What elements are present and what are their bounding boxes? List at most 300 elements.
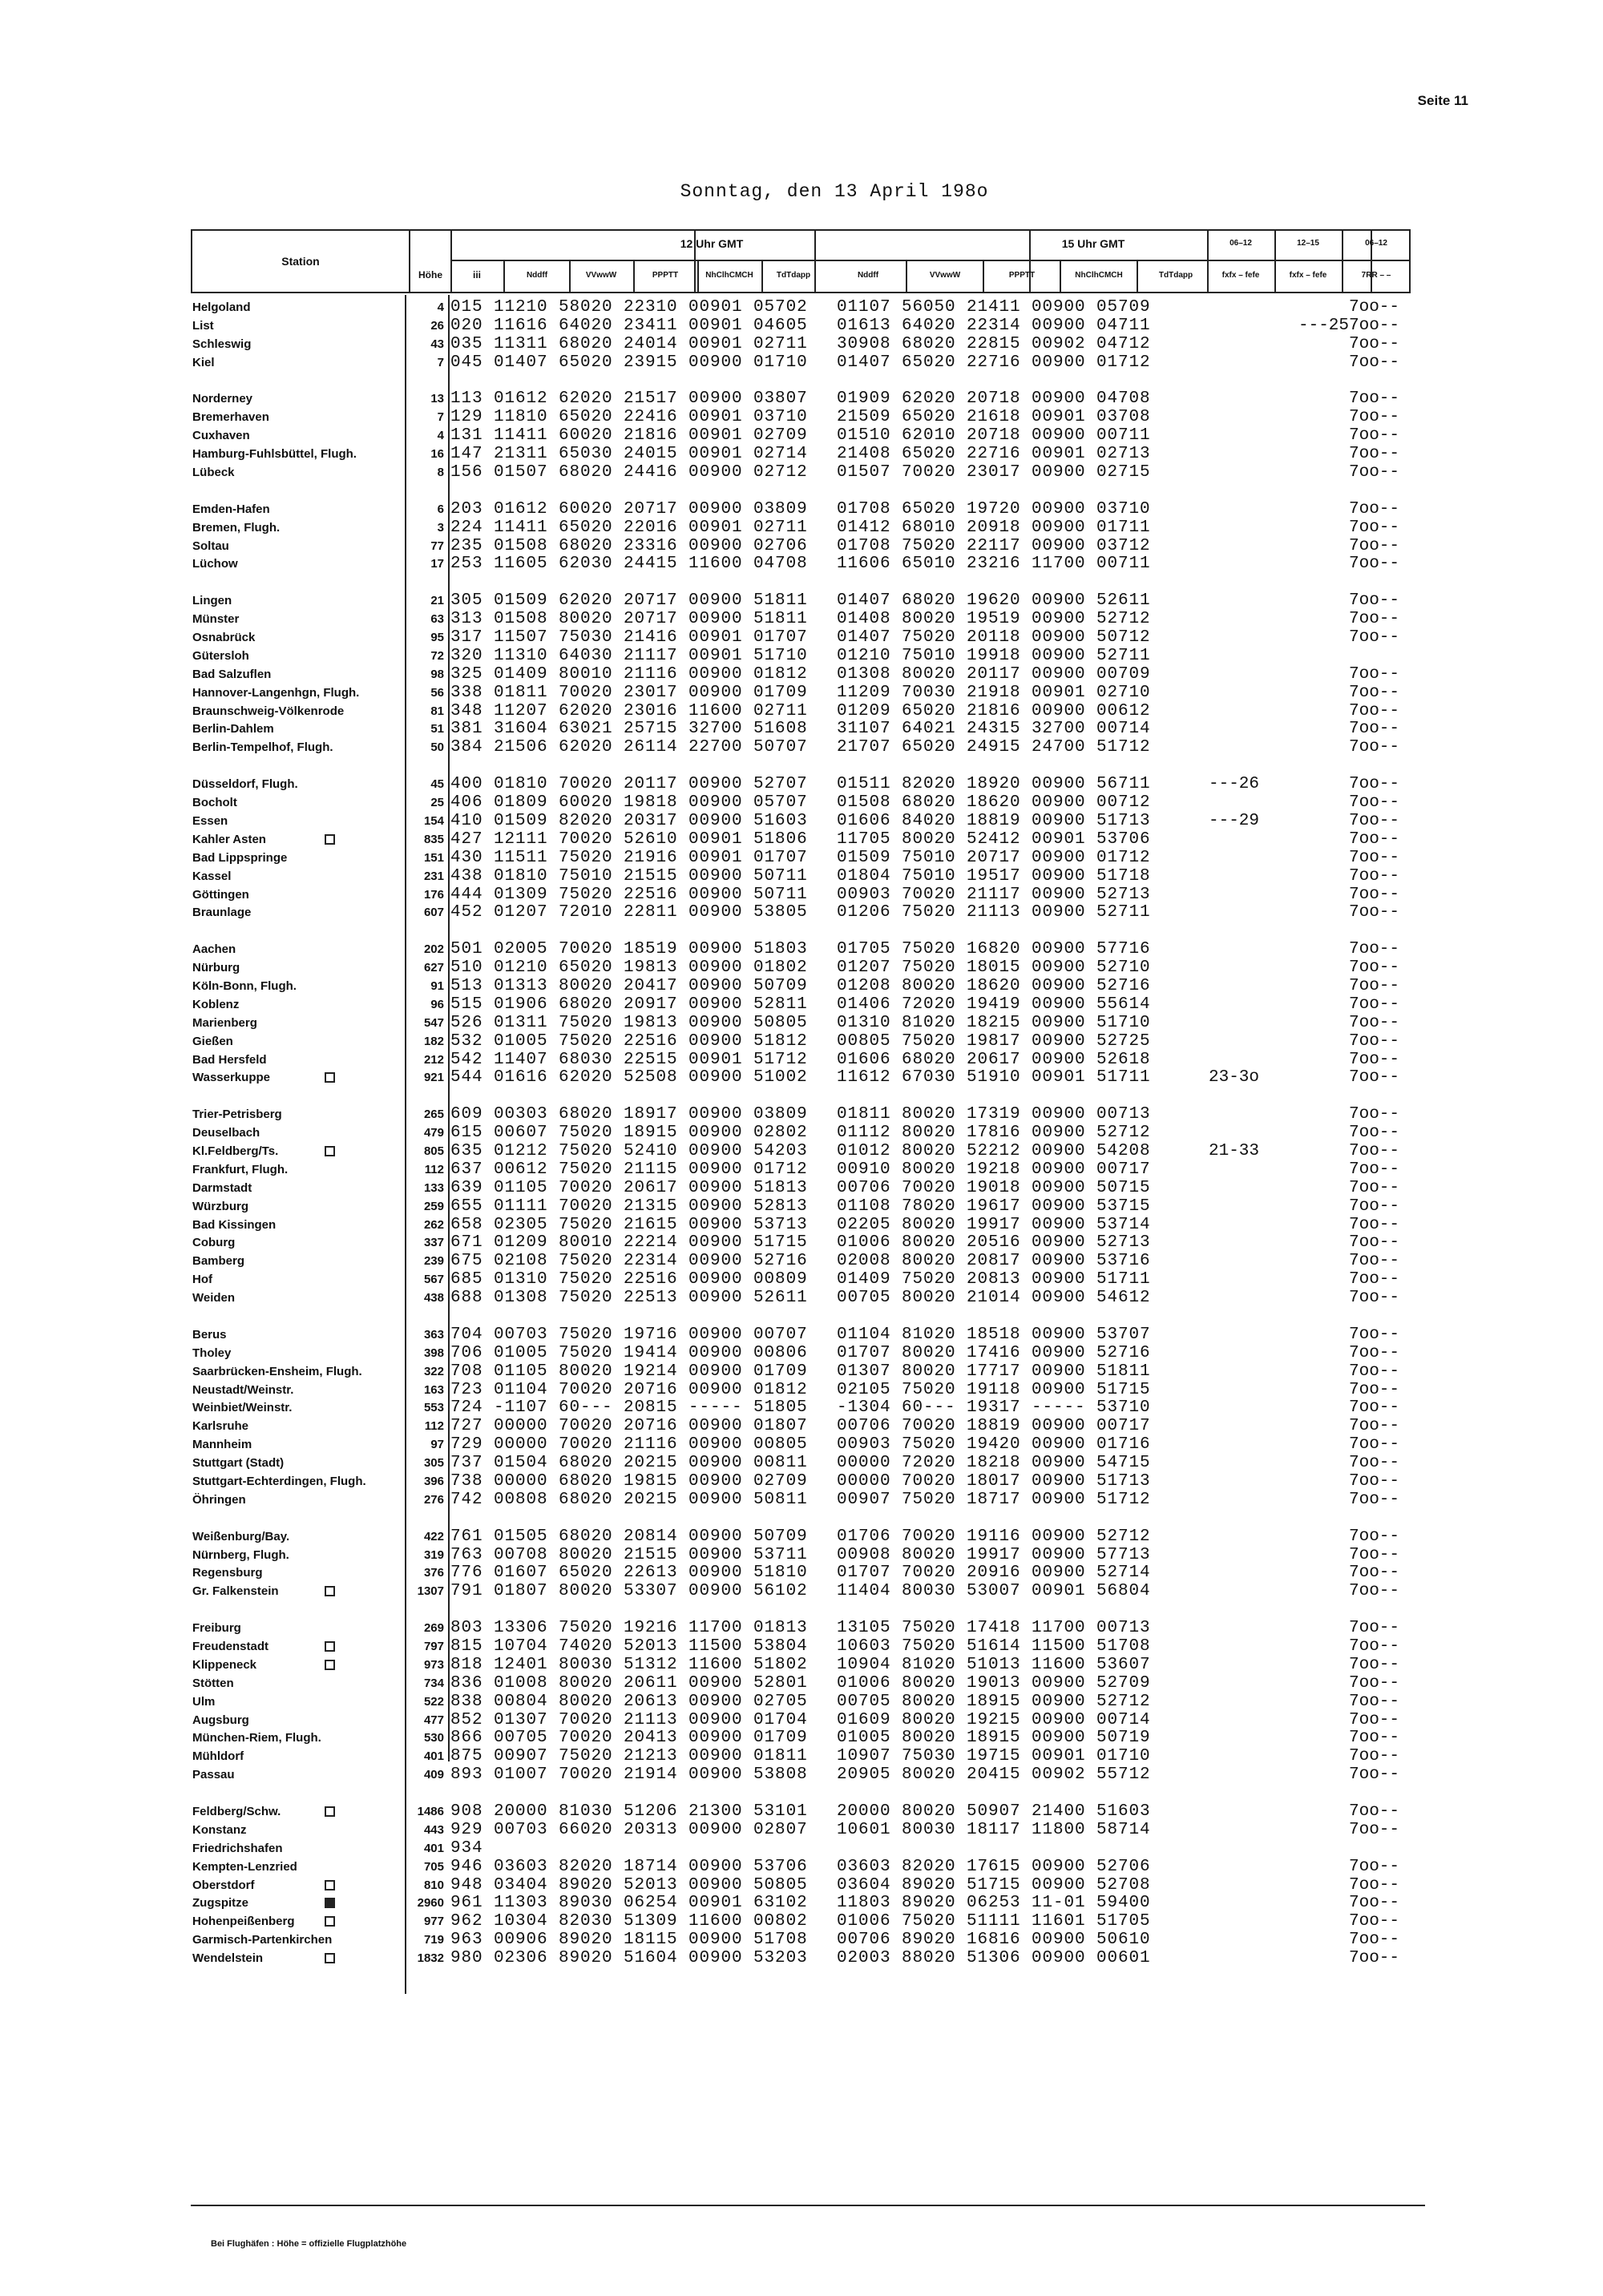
table-row	[0, 1160, 1603, 1179]
station-elevation: 72	[430, 648, 444, 663]
station-name: Bad Kissingen	[192, 1217, 277, 1232]
obs-12-utc: 501 02005 70020 18519 00900 51803	[450, 940, 808, 959]
obs-15-utc: 01511 82020 18920 00900 56711	[837, 775, 1151, 794]
precip-06-12: 7oo--	[1349, 1068, 1400, 1087]
obs-12-utc: 320 11310 64030 21117 00901 51710	[450, 646, 808, 665]
station-name: Klippeneck	[192, 1657, 257, 1672]
table-row	[0, 738, 1603, 757]
obs-12-utc: 737 01504 68020 20215 00900 00811	[450, 1454, 808, 1473]
station-elevation: 96	[430, 997, 444, 1011]
station-table	[0, 298, 1603, 1967]
precip-06-12: 7oo--	[1349, 1619, 1400, 1638]
precip-06-12: 7oo--	[1349, 1417, 1400, 1436]
station-marker-icon	[325, 1806, 335, 1817]
table-row	[0, 1417, 1603, 1435]
table-row	[0, 977, 1603, 995]
precip-06-12: 7oo--	[1349, 1050, 1400, 1069]
obs-12-utc: 532 01005 75020 22516 00900 51812	[450, 1031, 808, 1051]
precip-06-12: 7oo--	[1349, 866, 1400, 886]
table-row	[0, 958, 1603, 977]
station-name: Koblenz	[192, 997, 240, 1011]
station-name: Kahler Asten	[192, 832, 266, 846]
obs-15-utc: -1304 60--- 19317 ----- 53710	[837, 1398, 1151, 1418]
header-15-uhr: 15 Uhr GMT	[1061, 237, 1125, 250]
station-name: Kassel	[192, 869, 232, 883]
obs-12-utc: 948 03404 89020 52013 00900 50805	[450, 1875, 808, 1895]
table-row	[0, 1142, 1603, 1160]
obs-15-utc: 01707 70020 20916 00900 52714	[837, 1564, 1151, 1583]
station-elevation: 409	[423, 1768, 444, 1782]
table-row	[0, 1527, 1603, 1546]
station-elevation: 734	[423, 1676, 444, 1690]
precip-06-12: 7oo--	[1349, 1031, 1400, 1051]
station-elevation: 547	[423, 1015, 444, 1030]
header-rule	[906, 260, 907, 293]
precip-06-12: 7oo--	[1349, 1545, 1400, 1564]
station-name: Bad Lippspringe	[192, 850, 288, 865]
precip-06-12: 7oo--	[1349, 1141, 1400, 1160]
header-12-col: VVwwW	[585, 271, 617, 280]
header-15-col: PPPTT	[1008, 271, 1036, 280]
obs-15-utc: 01613 64020 22314 00900 04711	[837, 316, 1151, 335]
station-name: Bocholt	[192, 796, 237, 810]
precip-06-12: 7oo--	[1349, 1747, 1400, 1766]
obs-15-utc: 13105 75020 17418 11700 00713	[837, 1619, 1151, 1638]
precip-06-12: 7oo--	[1349, 903, 1400, 922]
station-elevation: 63	[430, 612, 444, 627]
obs-15-utc: 00903 70020 21117 00900 52713	[837, 885, 1151, 904]
station-elevation: 45	[430, 777, 444, 792]
station-elevation: 810	[423, 1878, 444, 1892]
obs-15-utc: 00908 80020 19917 00900 57713	[837, 1545, 1151, 1564]
station-name: Karlsruhe	[192, 1419, 249, 1434]
obs-12-utc: 675 02108 75020 22314 00900 52716	[450, 1252, 808, 1271]
table-row	[0, 793, 1603, 812]
table-row	[0, 1693, 1603, 1711]
table-row	[0, 1949, 1603, 1967]
table-row	[0, 665, 1603, 684]
obs-12-utc: 526 01311 75020 19813 00900 50805	[450, 1013, 808, 1032]
table-row	[0, 353, 1603, 372]
table-row	[0, 500, 1603, 519]
precip-06-12: 7oo--	[1349, 298, 1400, 317]
obs-15-utc: 01407 68020 19620 00900 52611	[837, 591, 1151, 611]
station-elevation: 522	[423, 1694, 444, 1709]
header-rule	[450, 260, 696, 261]
table-row	[0, 1912, 1603, 1931]
station-name: Konstanz	[192, 1822, 247, 1837]
precip-06-12: 7oo--	[1349, 683, 1400, 702]
obs-12-utc: 688 01308 75020 22513 00900 52611	[450, 1289, 808, 1308]
precip-06-12: 7oo--	[1349, 1160, 1400, 1179]
header-15-col: NhClhCMCH	[1075, 271, 1123, 280]
obs-15-utc: 01606 84020 18819 00900 51713	[837, 811, 1151, 830]
table-row	[0, 867, 1603, 886]
station-marker-icon	[325, 834, 335, 845]
station-elevation: 4	[437, 301, 444, 314]
page-number: Seite 11	[1417, 93, 1468, 108]
precip-06-12: 7oo--	[1349, 334, 1400, 353]
table-row	[0, 1381, 1603, 1399]
table-row	[0, 1472, 1603, 1491]
obs-15-utc: 01006 80020 19013 00900 52709	[837, 1673, 1151, 1693]
station-name: Emden-Hafen	[192, 502, 270, 516]
obs-15-utc: 01006 75020 51111 11601 51705	[837, 1912, 1151, 1931]
station-name: Neustadt/Weinstr.	[192, 1382, 294, 1397]
station-elevation: 7	[437, 410, 444, 425]
station-name: Köln-Bonn, Flugh.	[192, 979, 297, 993]
obs-15-utc: 01208 80020 18620 00900 52716	[837, 976, 1151, 995]
precip-06-12: 7oo--	[1349, 316, 1400, 335]
obs-15-utc: 21408 65020 22716 00901 02713	[837, 445, 1151, 464]
header-station: Station	[281, 255, 320, 268]
group-spacer	[0, 573, 1603, 591]
station-marker-icon	[325, 1898, 335, 1908]
header-rule	[1207, 260, 1411, 261]
page-title: Sonntag, den 13 April 198o	[680, 181, 989, 202]
obs-15-utc: 10603 75020 51614 11500 51708	[837, 1637, 1151, 1656]
obs-12-utc: 542 11407 68030 22515 00901 51712	[450, 1050, 808, 1069]
table-row	[0, 1876, 1603, 1895]
table-row	[0, 1344, 1603, 1362]
group-spacer	[0, 757, 1603, 775]
precip-06-12: 7oo--	[1349, 664, 1400, 684]
obs-15-utc: 00907 75020 18717 00900 51712	[837, 1490, 1151, 1509]
obs-12-utc: 544 01616 62020 52508 00900 51002	[450, 1068, 808, 1087]
table-row	[0, 1582, 1603, 1600]
obs-15-utc: 11705 80020 52412 00901 53706	[837, 829, 1151, 849]
obs-12-utc: 253 11605 62030 24415 11600 04708	[450, 555, 808, 574]
precip-06-12: 7oo--	[1349, 1343, 1400, 1362]
station-elevation: 977	[423, 1915, 444, 1929]
obs-15-utc: 00903 75020 19420 00900 01716	[837, 1435, 1151, 1455]
header-rule	[983, 260, 984, 293]
station-name: Hannover-Langenhgn, Flugh.	[192, 685, 360, 700]
group-spacer	[0, 922, 1603, 940]
station-name: Würzburg	[192, 1199, 248, 1213]
precip-06-12: 7oo--	[1349, 1472, 1400, 1491]
table-row	[0, 1564, 1603, 1582]
table-row	[0, 389, 1603, 408]
header-sum2b: fxfx – fefe	[1289, 271, 1327, 280]
station-elevation: 259	[423, 1199, 444, 1213]
precip-06-12: 7oo--	[1349, 389, 1400, 409]
station-marker-icon	[325, 1586, 335, 1596]
obs-15-utc: 01508 68020 18620 00900 00712	[837, 793, 1151, 813]
station-name: Lüchow	[192, 557, 238, 571]
table-row	[0, 720, 1603, 738]
table-row	[0, 1619, 1603, 1637]
station-name: Stuttgart (Stadt)	[192, 1456, 285, 1471]
precip-06-12: 7oo--	[1349, 518, 1400, 537]
station-elevation: 98	[430, 667, 444, 681]
station-elevation: 835	[423, 832, 444, 846]
gust-12-15: ---25	[1298, 316, 1350, 335]
station-elevation: 607	[423, 906, 444, 920]
header-rule	[1137, 260, 1138, 293]
station-elevation: 91	[430, 979, 444, 993]
obs-15-utc: 00000 70020 18017 00900 51713	[837, 1472, 1151, 1491]
precip-06-12: 7oo--	[1349, 1894, 1400, 1913]
precip-06-12: 7oo--	[1349, 1931, 1400, 1950]
group-spacer	[0, 372, 1603, 390]
obs-15-utc: 01104 81020 18518 00900 53707	[837, 1325, 1151, 1344]
precip-06-12: 7oo--	[1349, 1454, 1400, 1473]
obs-15-utc: 02105 75020 19118 00900 51715	[837, 1380, 1151, 1399]
station-name: Hamburg-Fuhlsbüttel, Flugh.	[192, 447, 357, 462]
station-name: Münster	[192, 612, 240, 627]
obs-15-utc: 11606 65010 23216 11700 00711	[837, 555, 1151, 574]
header-rule	[633, 260, 635, 293]
obs-12-utc: 908 20000 81030 51206 21300 53101	[450, 1802, 808, 1822]
obs-15-utc: 01207 75020 18015 00900 52710	[837, 958, 1151, 978]
precip-06-12: 7oo--	[1349, 1289, 1400, 1308]
station-name: Bremerhaven	[192, 410, 269, 425]
precip-06-12: 7oo--	[1349, 848, 1400, 867]
obs-15-utc: 03603 82020 17615 00900 52706	[837, 1857, 1151, 1876]
station-name: Feldberg/Schw.	[192, 1805, 281, 1819]
precip-06-12: 7oo--	[1349, 1710, 1400, 1729]
table-row	[0, 519, 1603, 537]
table-row	[0, 775, 1603, 793]
station-elevation: 21	[430, 594, 444, 608]
precip-06-12: 7oo--	[1349, 738, 1400, 757]
station-name: Ulm	[192, 1694, 216, 1709]
station-elevation: 401	[423, 1841, 444, 1855]
table-row	[0, 1398, 1603, 1417]
header-12-col: TdTdapp	[776, 271, 811, 280]
gust-06-12: 23-3o	[1209, 1068, 1260, 1087]
obs-12-utc: 235 01508 68020 23316 00900 02706	[450, 536, 808, 555]
obs-12-utc: 961 11303 89030 06254 00901 63102	[450, 1894, 808, 1913]
station-elevation: 43	[430, 337, 444, 351]
station-elevation: 322	[423, 1364, 444, 1378]
obs-15-utc: 01412 68010 20918 00900 01711	[837, 518, 1151, 537]
station-name: Gütersloh	[192, 648, 249, 663]
obs-12-utc: 406 01809 60020 19818 00900 05707	[450, 793, 808, 813]
station-elevation: 3	[437, 520, 444, 535]
obs-15-utc: 01705 75020 16820 00900 57716	[837, 940, 1151, 959]
station-name: Berus	[192, 1327, 227, 1342]
obs-12-utc: 875 00907 75020 21213 00900 01811	[450, 1747, 808, 1766]
station-name: Öhringen	[192, 1492, 246, 1507]
precip-06-12: 7oo--	[1349, 775, 1400, 794]
station-name: Cuxhaven	[192, 429, 250, 443]
obs-12-utc: 305 01509 62020 20717 00900 51811	[450, 591, 808, 611]
header-rule	[761, 260, 763, 293]
table-row	[0, 1637, 1603, 1656]
station-name: Essen	[192, 813, 228, 828]
obs-12-utc: 803 13306 75020 19216 11700 01813	[450, 1619, 808, 1638]
station-name: Hohenpeißenberg	[192, 1915, 295, 1929]
station-name: Weinbiet/Weinstr.	[192, 1401, 293, 1415]
obs-12-utc: 430 11511 75020 21916 00901 01707	[450, 848, 808, 867]
obs-12-utc: 384 21506 62020 26114 22700 50707	[450, 738, 808, 757]
station-elevation: 239	[423, 1254, 444, 1269]
header-12-col: PPPTT	[652, 271, 679, 280]
precip-06-12: 7oo--	[1349, 1398, 1400, 1418]
station-name: Kl.Feldberg/Ts.	[192, 1144, 279, 1158]
station-name: Berlin-Tempelhof, Flugh.	[192, 740, 333, 755]
station-elevation: 269	[423, 1621, 444, 1636]
table-row	[0, 1454, 1603, 1472]
obs-12-utc: 980 02306 89020 51604 00900 53203	[450, 1949, 808, 1968]
station-marker-icon	[325, 1146, 335, 1156]
station-elevation: 438	[423, 1291, 444, 1305]
station-marker-icon	[325, 1660, 335, 1670]
station-elevation: 13	[430, 392, 444, 406]
station-elevation: 567	[423, 1273, 444, 1287]
obs-12-utc: 020 11616 64020 23411 00901 04605	[450, 316, 808, 335]
station-elevation: 797	[423, 1640, 444, 1654]
precip-06-12: 7oo--	[1349, 1729, 1400, 1748]
obs-15-utc: 10907 75030 19715 00901 01710	[837, 1747, 1151, 1766]
obs-12-utc: 763 00708 80020 21515 00900 53711	[450, 1545, 808, 1564]
obs-15-utc: 01006 80020 20516 00900 52713	[837, 1233, 1151, 1253]
station-elevation: 163	[423, 1382, 444, 1397]
station-elevation: 479	[423, 1126, 444, 1140]
precip-06-12: 7oo--	[1349, 353, 1400, 372]
obs-15-utc: 01507 70020 23017 00900 02715	[837, 463, 1151, 482]
station-elevation: 97	[430, 1438, 444, 1452]
station-name: Frankfurt, Flugh.	[192, 1162, 289, 1176]
table-row	[0, 463, 1603, 482]
station-name: Tholey	[192, 1346, 232, 1360]
station-name: Osnabrück	[192, 631, 256, 645]
obs-12-utc: 934	[450, 1838, 483, 1858]
obs-12-utc: 946 03603 82020 18714 00900 53706	[450, 1857, 808, 1876]
station-elevation: 81	[430, 704, 444, 718]
obs-15-utc: 01012 80020 52212 00900 54208	[837, 1141, 1151, 1160]
station-elevation: 2960	[417, 1896, 444, 1911]
header-12-uhr: 12 Uhr GMT	[680, 237, 744, 250]
table-row	[0, 1839, 1603, 1858]
station-name: Trier-Petrisberg	[192, 1108, 282, 1122]
obs-15-utc: 10904 81020 51013 11600 53607	[837, 1655, 1151, 1674]
precip-06-12: 7oo--	[1349, 1325, 1400, 1344]
precip-06-12: 7oo--	[1349, 555, 1400, 574]
station-name: Lübeck	[192, 466, 235, 480]
precip-06-12: 7oo--	[1349, 1673, 1400, 1693]
precip-06-12: 7oo--	[1349, 1252, 1400, 1271]
obs-15-utc: 31107 64021 24315 32700 00714	[837, 720, 1151, 739]
station-elevation: 95	[430, 631, 444, 645]
precip-06-12: 7oo--	[1349, 445, 1400, 464]
table-header	[191, 229, 1411, 293]
precip-06-12: 7oo--	[1349, 591, 1400, 611]
precip-06-12: 7oo--	[1349, 958, 1400, 978]
obs-12-utc: 131 11411 60020 21816 00901 02709	[450, 426, 808, 446]
obs-15-utc: 01206 75020 21113 00900 52711	[837, 903, 1151, 922]
obs-15-utc: 01510 62010 20718 00900 00711	[837, 426, 1151, 446]
precip-06-12: 7oo--	[1349, 499, 1400, 519]
obs-15-utc: 01407 75020 20118 00900 50712	[837, 628, 1151, 648]
precip-06-12: 7oo--	[1349, 1582, 1400, 1601]
station-elevation: 77	[430, 539, 444, 553]
table-row	[0, 812, 1603, 830]
station-name: Mühldorf	[192, 1749, 244, 1764]
precip-06-12: 7oo--	[1349, 426, 1400, 446]
station-name: Helgoland	[192, 301, 251, 314]
header-hoehe-box	[409, 229, 452, 293]
header-rule	[697, 260, 699, 293]
table-row	[0, 1656, 1603, 1674]
obs-12-utc: 639 01105 70020 20617 00900 51813	[450, 1178, 808, 1197]
station-elevation: 112	[424, 1162, 444, 1176]
station-elevation: 50	[430, 740, 444, 755]
station-elevation: 422	[423, 1529, 444, 1543]
precip-06-12: 7oo--	[1349, 610, 1400, 629]
obs-15-utc: 01707 80020 17416 00900 52716	[837, 1343, 1151, 1362]
station-name: Friedrichshafen	[192, 1841, 283, 1855]
table-row	[0, 1216, 1603, 1234]
station-elevation: 973	[423, 1657, 444, 1672]
header-12-col: Nddff	[526, 271, 548, 280]
station-elevation: 25	[430, 796, 444, 810]
station-name: Norderney	[192, 392, 253, 406]
obs-15-utc: 01210 75010 19918 00900 52711	[837, 646, 1151, 665]
station-name: Weißenburg/Bay.	[192, 1529, 290, 1543]
obs-15-utc: 01308 80020 20117 00900 00709	[837, 664, 1151, 684]
obs-15-utc: 10601 80030 18117 11800 58714	[837, 1820, 1151, 1839]
station-elevation: 151	[423, 850, 444, 865]
obs-15-utc: 03604 89020 51715 00900 52708	[837, 1875, 1151, 1895]
header-sum1b: fxfx – fefe	[1221, 271, 1260, 280]
station-name: Zugspitze	[192, 1896, 248, 1911]
obs-12-utc: 815 10704 74020 52013 11500 53804	[450, 1637, 808, 1656]
station-elevation: 401	[423, 1749, 444, 1764]
precip-06-12: 7oo--	[1349, 1215, 1400, 1234]
obs-12-utc: 015 11210 58020 22310 00901 05702	[450, 298, 808, 317]
table-row	[0, 1729, 1603, 1747]
precip-06-12: 7oo--	[1349, 811, 1400, 830]
station-name: Stuttgart-Echterdingen, Flugh.	[192, 1475, 366, 1488]
precip-06-12: 7oo--	[1349, 1802, 1400, 1822]
station-elevation: 276	[423, 1492, 444, 1507]
obs-12-utc: 929 00703 66020 20313 00900 02807	[450, 1820, 808, 1839]
table-row	[0, 684, 1603, 702]
station-name: Augsburg	[192, 1713, 249, 1727]
table-row	[0, 886, 1603, 904]
obs-12-utc: 452 01207 72010 22811 00900 53805	[450, 903, 808, 922]
station-name: Coburg	[192, 1236, 236, 1250]
precip-06-12: 7oo--	[1349, 1178, 1400, 1197]
obs-12-utc: 438 01810 75010 21515 00900 50711	[450, 866, 808, 886]
gust-06-12: 21-33	[1209, 1141, 1260, 1160]
precip-06-12: 7oo--	[1349, 1949, 1400, 1968]
header-hoehe: Höhe	[418, 269, 442, 280]
precip-06-12: 7oo--	[1349, 1820, 1400, 1839]
station-marker-icon	[325, 1880, 335, 1890]
precip-06-12: 7oo--	[1349, 1380, 1400, 1399]
obs-12-utc: 637 00612 75020 21115 00900 01712	[450, 1160, 808, 1179]
table-row	[0, 1362, 1603, 1381]
obs-15-utc: 20905 80020 20415 00902 55712	[837, 1765, 1151, 1785]
obs-12-utc: 513 01313 80020 20417 00900 50709	[450, 976, 808, 995]
obs-12-utc: 723 01104 70020 20716 00900 01812	[450, 1380, 808, 1399]
obs-15-utc: 00706 89020 16816 00900 50610	[837, 1931, 1151, 1950]
obs-15-utc: 01708 75020 22117 00900 03712	[837, 536, 1151, 555]
obs-12-utc: 400 01810 70020 20117 00900 52707	[450, 775, 808, 794]
station-name: Lingen	[192, 594, 232, 608]
station-name: Braunlage	[192, 906, 252, 920]
table-row	[0, 1858, 1603, 1876]
station-elevation: 212	[423, 1052, 444, 1067]
table-row	[0, 1765, 1603, 1784]
station-name: Marienberg	[192, 1015, 257, 1030]
station-elevation: 553	[423, 1401, 444, 1415]
station-elevation: 8	[437, 466, 444, 480]
